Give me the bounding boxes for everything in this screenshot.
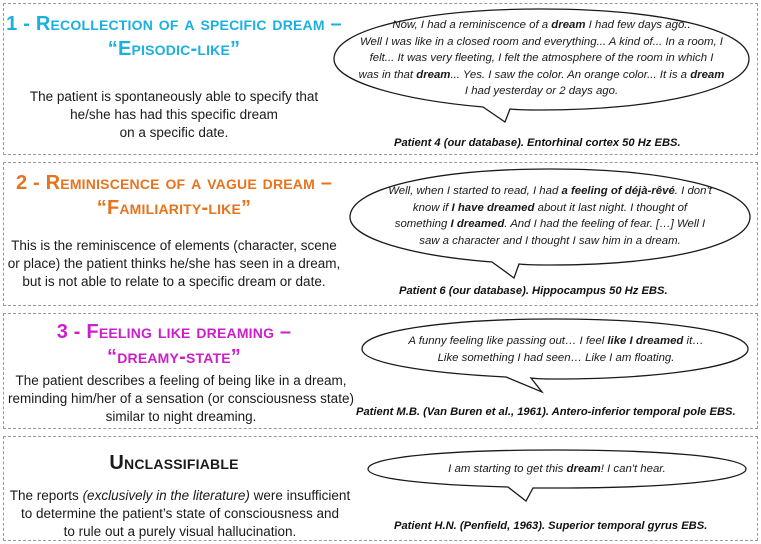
quote-line: know if I have dreamed about it last night. I thought of xyxy=(412,201,688,214)
quote-line: felt... It was very fleeting, I felt the atmosphere of the room in which I xyxy=(369,52,714,64)
category-description: The patient describes a feeling of being like in a dream, reminding him/her of a sensation (or consciousness state) similar to night dreaming. xyxy=(8,373,354,424)
category-panel-episodic xyxy=(3,3,758,155)
category-description: The patient is spontaneously able to specify that he/she has had this specific dream on a specific date. xyxy=(29,89,319,140)
category-subtitle: “dreamy-state” xyxy=(107,346,241,368)
category-subtitle: “Episodic-like” xyxy=(107,38,241,60)
quote-line: Now, I had a reminiscence of a dream I had few days ago.. xyxy=(392,19,691,31)
category-subtitle: “Familiarity-like” xyxy=(96,197,252,219)
patient-quote xyxy=(354,183,746,249)
category-header xyxy=(4,320,344,370)
category-header xyxy=(4,171,344,221)
category-description: This is the reminiscence of elements (character, scene or place) the patient thinks he/she has seen in a dream, but is not able to relate to a specific dream or date. xyxy=(7,238,341,289)
category-header xyxy=(4,12,344,62)
category-panel-dreamy-state xyxy=(3,313,758,429)
patient-caption: Patient M.B. (Van Buren et al., 1961). Antero-inferior temporal pole EBS. xyxy=(356,406,736,418)
category-title: 1 - Recollection of a specific dream – xyxy=(6,13,342,35)
patient-quote xyxy=(362,333,750,366)
category-title: 2 - Reminiscence of a vague dream – xyxy=(15,172,333,194)
patient-caption: Patient 6 (our database). Hippocampus 50 Hz EBS. xyxy=(399,285,668,297)
category-header xyxy=(4,451,344,476)
patient-quote xyxy=(368,461,746,478)
category-title: Unclassifiable xyxy=(109,452,239,474)
quote-line: Well I was like in a closed room and everything... A kind of... In a room, I xyxy=(360,35,723,48)
quote-line: Well, when I started to read, I had a feeling of déjà-rêvé. I don't xyxy=(388,185,712,197)
quote-line: saw a character and I thought I saw him in a dream. xyxy=(419,234,681,247)
quote-line: I had yesterday or 2 days ago. xyxy=(464,85,619,97)
category-title: 3 - Feeling like dreaming – xyxy=(56,321,292,343)
patient-quote xyxy=(339,17,744,100)
quote-line: Like something I had seen… Like I am floating. xyxy=(437,351,675,364)
patient-caption: Patient H.N. (Penfield, 1963). Superior temporal gyrus EBS. xyxy=(394,520,708,532)
quote-line: A funny feeling like passing out… I feel like I dreamed it… xyxy=(408,335,704,347)
description-line: The reports (exclusively in the literature) were insufficient xyxy=(9,488,351,503)
quote-line: was in that dream... Yes. I saw the color. An orange color... It is a dream xyxy=(358,68,725,81)
category-panel-unclassifiable xyxy=(3,436,758,541)
category-description: The reports (exclusively in the literature) were insufficient to determine the patient’s state of consciousness and to rule out a purely visual hallucination. xyxy=(9,488,351,539)
quote-line: something I dreamed. And I had the feeling of fear. […] Well I xyxy=(394,218,706,230)
quote-line: I am starting to get this dream! I can't hear. xyxy=(448,463,666,475)
category-panel-familiarity xyxy=(3,162,758,306)
patient-caption: Patient 4 (our database). Entorhinal cortex 50 Hz EBS. xyxy=(394,137,681,149)
